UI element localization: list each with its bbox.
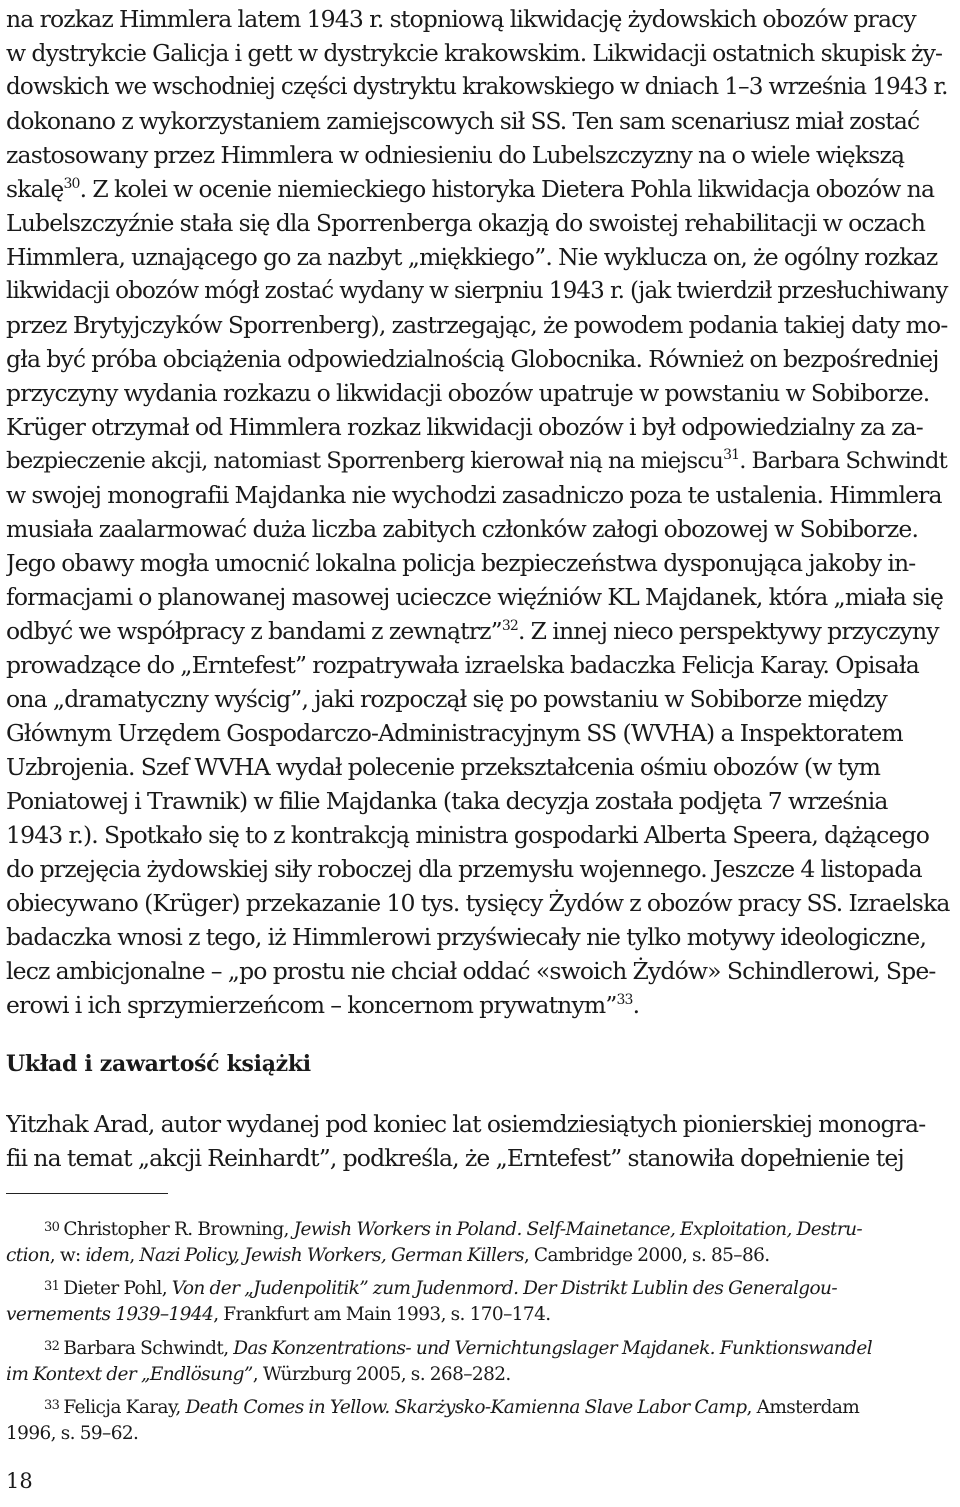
body-text-line: ona „dramatyczny wyścig”, jaki rozpoczął się po powstaniu w Sobiborze między bbox=[6, 685, 887, 713]
text-run: . Z innej nieco perspektywy przyczyny bbox=[517, 617, 939, 645]
body-text-line: formacjami o planowanej masowej ucieczce więźniów KL Majdanek, która „miała się bbox=[6, 583, 944, 611]
footnote-separator bbox=[6, 1193, 168, 1194]
footnote-reference-30[interactable]: 30 bbox=[63, 176, 80, 192]
footnote-title: Von der „Judenpolitik” zum Judenmord. Der Distrikt Lublin des Generalgou- bbox=[171, 1278, 838, 1299]
footnote-title: Nazi Policy, Jewish Workers, German Killers bbox=[139, 1245, 524, 1266]
body-text-line: Krüger otrzymał od Himmlera rozkaz likwidacji obozów i był odpowiedzialny za za- bbox=[6, 413, 923, 441]
body-text-line: przez Brytyjczyków Sporrenberg), zastrzegając, że powodem podania takiej daty mo- bbox=[6, 311, 948, 339]
text-run: erowi i ich sprzymierzeńcom – koncernom prywatnym” bbox=[6, 991, 617, 1019]
footnote-32 bbox=[6, 1333, 960, 1361]
body-text-line: w dystrykcie Galicja i gett w dystrykcie krakowskim. Likwidacji ostatnich skupisk ży- bbox=[6, 39, 943, 67]
footnote-text: , w: bbox=[49, 1245, 86, 1266]
footnote-30-continued bbox=[6, 1242, 954, 1270]
footnote-32-continued bbox=[6, 1361, 954, 1389]
footnote-text: , Frankfurt am Main 1993, s. 170–174. bbox=[213, 1304, 551, 1325]
body-text-line: zastosowany przez Himmlera w odniesieniu do Lubelszczyzny na o wiele większą bbox=[6, 141, 905, 169]
body-text-line: w swojej monografii Majdanka nie wychodzi zasadniczo poza te ustalenia. Himmlera bbox=[6, 481, 942, 509]
body-text-line: badaczka wnosi z tego, iż Himmlerowi przyświecały nie tylko motywy ideologiczne, bbox=[6, 923, 927, 951]
footnote-text: 1996, s. 59–62. bbox=[6, 1423, 139, 1444]
footnote-text: , bbox=[129, 1245, 140, 1266]
body-text-line: 1943 r.). Spotkało się to z kontrakcją ministra gospodarki Alberta Speera, dążącego bbox=[6, 821, 929, 849]
footnote-title: Das Konzentrations- und Vernichtungslager Majdanek. Funktionswandel bbox=[233, 1338, 873, 1359]
body-text-line: do przejęcia żydowskiej siły roboczej dla przemysłu wojennego. Jeszcze 4 listopada bbox=[6, 855, 922, 883]
footnote-title: vernements 1939–1944 bbox=[6, 1304, 214, 1325]
body-text-line: lecz ambicjonalne – „po prostu nie chciał oddać «swoich Żydów» Schindlerowi, Spe- bbox=[6, 957, 936, 985]
footnote-title: im Kontext der „Endlösung” bbox=[6, 1364, 253, 1385]
body-text-line: Yitzhak Arad, autor wydanej pod koniec lat osiemdziesiątych pionierskiej monogra- bbox=[6, 1110, 926, 1138]
footnote-text: , Amsterdam bbox=[746, 1397, 860, 1418]
body-text-line: Poniatowej i Trawnik) w filie Majdanka (taka decyzja została podjęta 7 września bbox=[6, 787, 888, 815]
body-text-line bbox=[6, 172, 954, 206]
body-text-line: Głównym Urzędem Gospodarczo-Administracyjnym SS (WVHA) a Inspektoratem bbox=[6, 719, 903, 747]
footnote-30 bbox=[6, 1214, 960, 1242]
footnote-title: ction bbox=[6, 1245, 50, 1266]
body-text-line: likwidacji obozów mógł zostać wydany w sierpniu 1943 r. (jak twierdził przesłuchiwany bbox=[6, 278, 948, 304]
body-text-line bbox=[6, 988, 954, 1022]
body-text-line bbox=[6, 614, 954, 648]
body-text-line: gła być próba obciążenia odpowiedzialnością Globocnika. Również on bezpośredniej bbox=[6, 345, 939, 373]
footnote-number: 32 bbox=[44, 1339, 60, 1354]
section-heading: Układ i zawartość książki bbox=[6, 1051, 311, 1077]
footnote-31 bbox=[6, 1273, 960, 1301]
footnote-title: Jewish Workers in Poland. Self-Mainetance, Exploitation, Destru- bbox=[293, 1219, 863, 1240]
body-text-line: dokonano z wykorzystaniem zamiejscowych sił SS. Ten sam scenariusz miał zostać bbox=[6, 107, 920, 135]
body-text-line: na rozkaz Himmlera latem 1943 r. stopniową likwidację żydowskich obozów pracy bbox=[6, 5, 916, 33]
text-run: odbyć we współpracy z bandami z zewnątrz” bbox=[6, 617, 502, 645]
footnote-text: Dieter Pohl, bbox=[63, 1278, 172, 1299]
footnote-reference-33[interactable]: 33 bbox=[616, 992, 633, 1008]
body-text-line: Uzbrojenia. Szef WVHA wydał polecenie przekształcenia ośmiu obozów (w tym bbox=[6, 753, 881, 781]
footnote-reference-31[interactable]: 31 bbox=[723, 447, 740, 463]
footnote-number: 33 bbox=[44, 1398, 60, 1413]
body-text-line: Jego obawy mogła umocnić lokalna policja bezpieczeństwa dysponująca jakoby in- bbox=[6, 549, 916, 577]
text-run: bezpieczenie akcji, natomiast Sporrenberg kierował nią na miejscu bbox=[6, 448, 724, 474]
footnote-33 bbox=[6, 1392, 960, 1420]
body-text-line: Himmlera, uznającego go za nazbyt „miękkiego”. Nie wyklucza on, że ogólny rozkaz bbox=[6, 243, 938, 271]
body-text-line: fii na temat „akcji Reinhardt”, podkreśla, że „Erntefest” stanowiła dopełnienie tej bbox=[6, 1144, 904, 1172]
footnote-reference-32[interactable]: 32 bbox=[501, 618, 518, 634]
text-run: . Z kolei w ocenie niemieckiego historyka Dietera Pohla likwidacja obozów na bbox=[79, 175, 935, 203]
body-text-line: obiecywano (Krüger) przekazanie 10 tys. tysięcy Żydów z obozów pracy SS. Izraelska bbox=[6, 889, 950, 917]
footnote-31-continued bbox=[6, 1301, 954, 1329]
text-run: . Barbara Schwindt bbox=[739, 448, 947, 474]
text-run: skalę bbox=[6, 175, 64, 203]
body-text-line: musiała zaalarmować duża liczba zabitych członków załogi obozowej w Sobiborze. bbox=[6, 515, 919, 543]
footnote-title: idem bbox=[85, 1245, 130, 1266]
footnote-33-continued bbox=[6, 1420, 954, 1448]
body-text-line: dowskich we wschodniej części dystryktu krakowskiego w dniach 1–3 września 1943 r. bbox=[6, 74, 948, 100]
body-text-line: przyczyny wydania rozkazu o likwidacji obozów upatruje w powstaniu w Sobiborze. bbox=[6, 379, 930, 407]
body-text-line bbox=[6, 444, 954, 478]
body-text-line: Lubelszczyźnie stała się dla Sporrenberga okazją do swoistej rehabilitacji w oczach bbox=[6, 209, 926, 237]
footnote-text: , Cambridge 2000, s. 85–86. bbox=[523, 1245, 770, 1266]
page-number: 18 bbox=[6, 1469, 33, 1493]
footnote-text: Felicja Karay, bbox=[63, 1397, 186, 1418]
footnote-text: Barbara Schwindt, bbox=[63, 1338, 234, 1359]
footnote-text: Christopher R. Browning, bbox=[63, 1219, 294, 1240]
footnote-number: 30 bbox=[44, 1220, 60, 1235]
footnote-number: 31 bbox=[44, 1279, 60, 1294]
footnote-text: , Würzburg 2005, s. 268–282. bbox=[252, 1364, 511, 1385]
text-run: . bbox=[632, 991, 640, 1019]
footnote-title: Death Comes in Yellow. Skarżysko-Kamienna Slave Labor Camp bbox=[185, 1397, 747, 1418]
body-text-line: prowadzące do „Erntefest” rozpatrywała izraelska badaczka Felicja Karay. Opisała bbox=[6, 651, 919, 679]
